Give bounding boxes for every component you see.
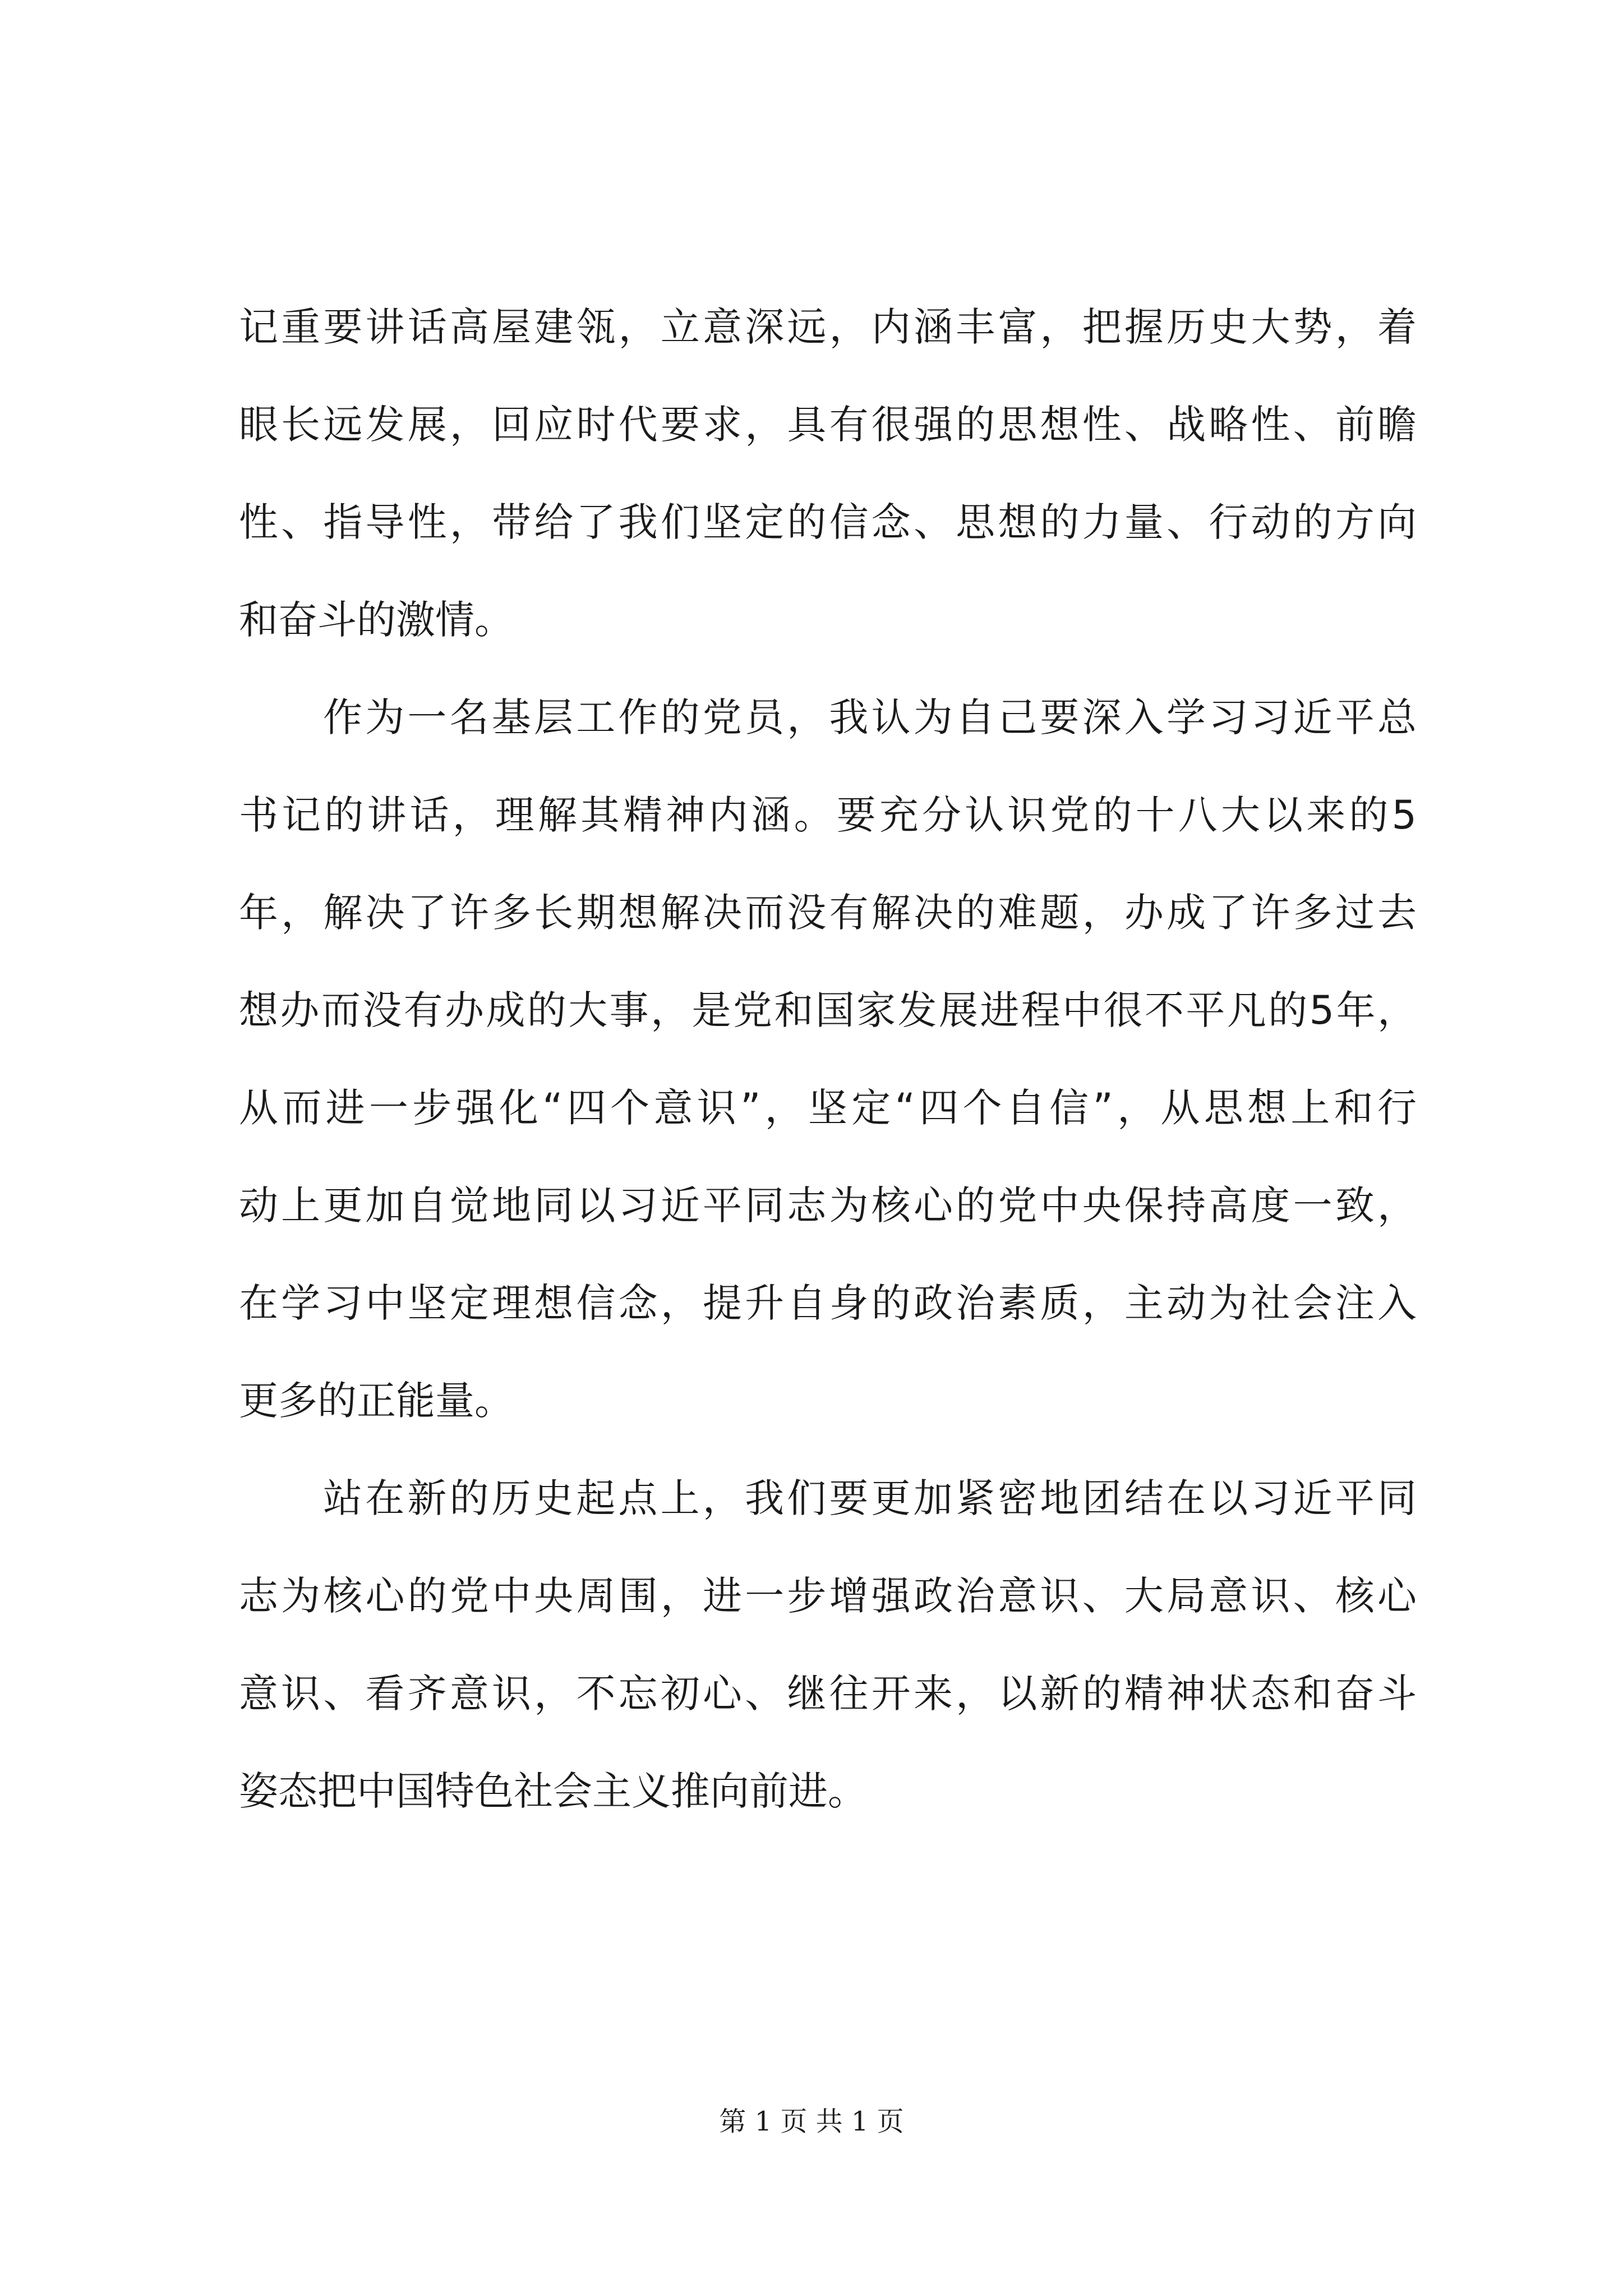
paragraph-1-line-4: 和奋斗的激情。	[239, 597, 514, 643]
paragraph-2-line-1: 作为一名基层工作的党员，我认为自己要深入学习习近平总	[323, 694, 1417, 740]
paragraph-1-line-1: 记重要讲话高屋建瓴，立意深远，内涵丰富，把握历史大势，着	[239, 304, 1417, 350]
paragraph-2-line-2: 书记的讲话，理解其精神内涵。要充分认识党的十八大以来的5	[239, 792, 1417, 838]
paragraph-2-line-3: 年，解决了许多长期想解决而没有解决的难题，办成了许多过去	[239, 890, 1417, 936]
paragraph-2-line-8: 更多的正能量。	[239, 1378, 514, 1424]
paragraph-3-line-4: 姿态把中国特色社会主义推向前进。	[239, 1768, 867, 1814]
paragraph-2-line-5: 从而进一步强化“四个意识”，坚定“四个自信”，从思想上和行	[239, 1085, 1417, 1131]
paragraph-2-line-7: 在学习中坚定理想信念，提升自身的政治素质，主动为社会注入	[239, 1280, 1417, 1326]
paragraph-2-line-6: 动上更加自觉地同以习近平同志为核心的党中央保持高度一致，	[239, 1182, 1417, 1228]
paragraph-3-line-1: 站在新的历史起点上，我们要更加紧密地团结在以习近平同	[323, 1475, 1417, 1521]
paragraph-1-line-3: 性、指导性，带给了我们坚定的信念、思想的力量、行动的方向	[239, 499, 1417, 545]
page-number-footer: 第 1 页 共 1 页	[719, 2106, 904, 2137]
document-body	[239, 303, 1417, 1865]
paragraph-1-line-2: 眼长远发展，回应时代要求，具有很强的思想性、战略性、前瞻	[239, 402, 1417, 448]
paragraph-3-line-2: 志为核心的党中央周围，进一步增强政治意识、大局意识、核心	[239, 1573, 1417, 1619]
paragraph-3-line-3: 意识、看齐意识，不忘初心、继往开来，以新的精神状态和奋斗	[239, 1671, 1417, 1717]
paragraph-2-line-4: 想办而没有办成的大事，是党和国家发展进程中很不平凡的5年，	[239, 987, 1417, 1033]
